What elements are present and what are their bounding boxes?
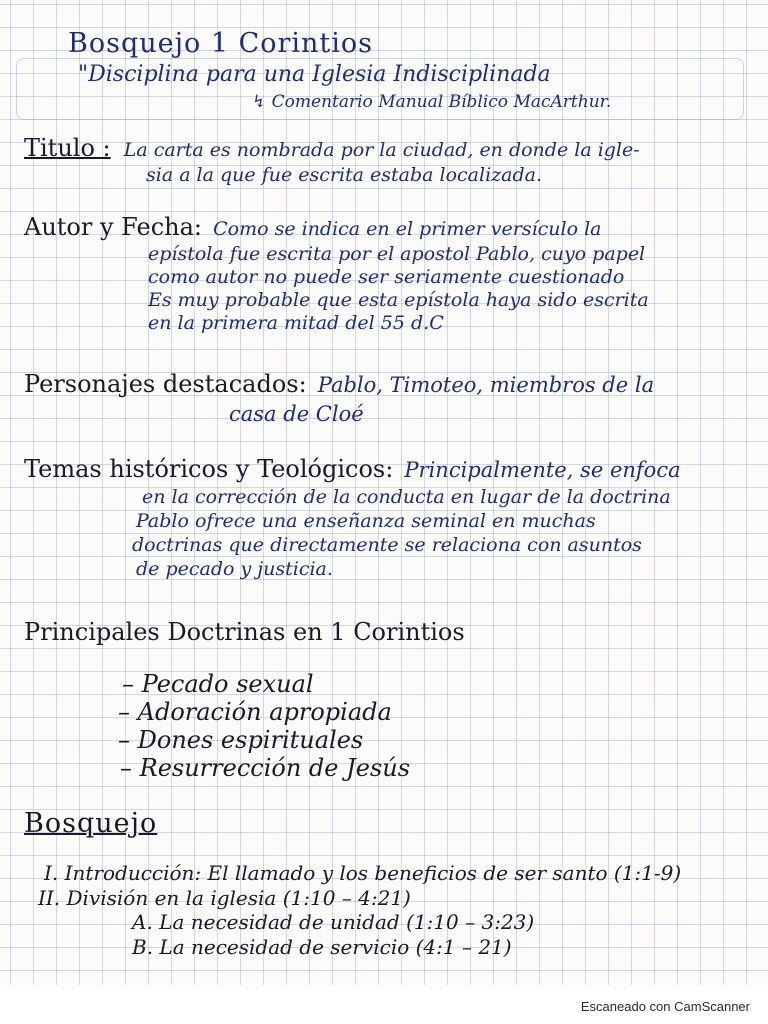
bosquejo-item-3: A. La necesidad de unidad (1:10 – 3:23)	[132, 910, 535, 934]
titulo-line-2: sia a la que fue escrita estaba localizada.	[146, 164, 543, 186]
doctrina-item-2: – Adoración apropiada	[118, 698, 392, 726]
section-temas	[24, 455, 754, 581]
autor-line-4: Es muy probable que esta epístola haya sido escrita	[148, 289, 649, 311]
bosquejo-item-1: I. Introducción: El llamado y los beneficios de ser santo (1:1-9)	[44, 861, 682, 885]
section-personajes	[24, 370, 754, 426]
doctrina-item-4: – Resurrección de Jesús	[120, 754, 411, 782]
section-titulo	[24, 134, 754, 186]
bosquejo-item-2: II. División en la iglesia (1:10 – 4:21)	[38, 886, 411, 910]
temas-line-1: Principalmente, se enfoca	[404, 458, 681, 482]
page-subtitle: "Disciplina para una Iglesia Indisciplinada	[78, 62, 551, 87]
page-title: Bosquejo 1 Corintios	[68, 28, 374, 59]
temas-line-3: Pablo ofrece una enseñanza seminal en muchas	[136, 510, 596, 532]
section-autor	[24, 213, 754, 335]
autor-line-3: como autor no puede ser seriamente cuestionado	[148, 266, 625, 288]
titulo-label: Titulo :	[24, 134, 111, 162]
temas-line-5: de pecado y justicia.	[136, 558, 333, 580]
autor-label: Autor y Fecha:	[24, 213, 203, 241]
autor-line-2: epístola fue escrita por el apostol Pablo, cuyo papel	[148, 243, 646, 265]
temas-line-4: doctrinas que directamente se relaciona con asuntos	[132, 534, 642, 556]
doctrinas-heading: Principales Doctrinas en 1 Corintios	[24, 618, 465, 646]
autor-line-5: en la primera mitad del 55 d.C	[148, 312, 444, 334]
bosquejo-heading: Bosquejo	[24, 808, 158, 839]
section-doctrinas	[24, 618, 754, 782]
personajes-line-1: Pablo, Timoteo, miembros de la	[317, 373, 655, 397]
bosquejo-item-4: B. La necesidad de servicio (4:1 – 21)	[132, 935, 512, 959]
doctrina-item-1: – Pecado sexual	[122, 670, 314, 698]
autor-line-1: Como se indica en el primer versículo la	[213, 218, 602, 240]
titulo-line-1: La carta es nombrada por la ciudad, en donde la igle-	[123, 139, 640, 161]
doctrina-item-3: – Dones espirituales	[118, 726, 364, 754]
scanner-watermark: Escaneado con CamScanner	[580, 999, 750, 1014]
temas-line-2: en la corrección de la conducta en lugar de la doctrina	[142, 486, 671, 508]
section-bosquejo	[24, 808, 754, 960]
personajes-label: Personajes destacados:	[24, 370, 307, 398]
personajes-line-2: casa de Cloé	[229, 402, 364, 426]
temas-label: Temas históricos y Teológicos:	[24, 455, 394, 483]
source-note: ↯ Comentario Manual Bíblico MacArthur.	[252, 92, 612, 112]
